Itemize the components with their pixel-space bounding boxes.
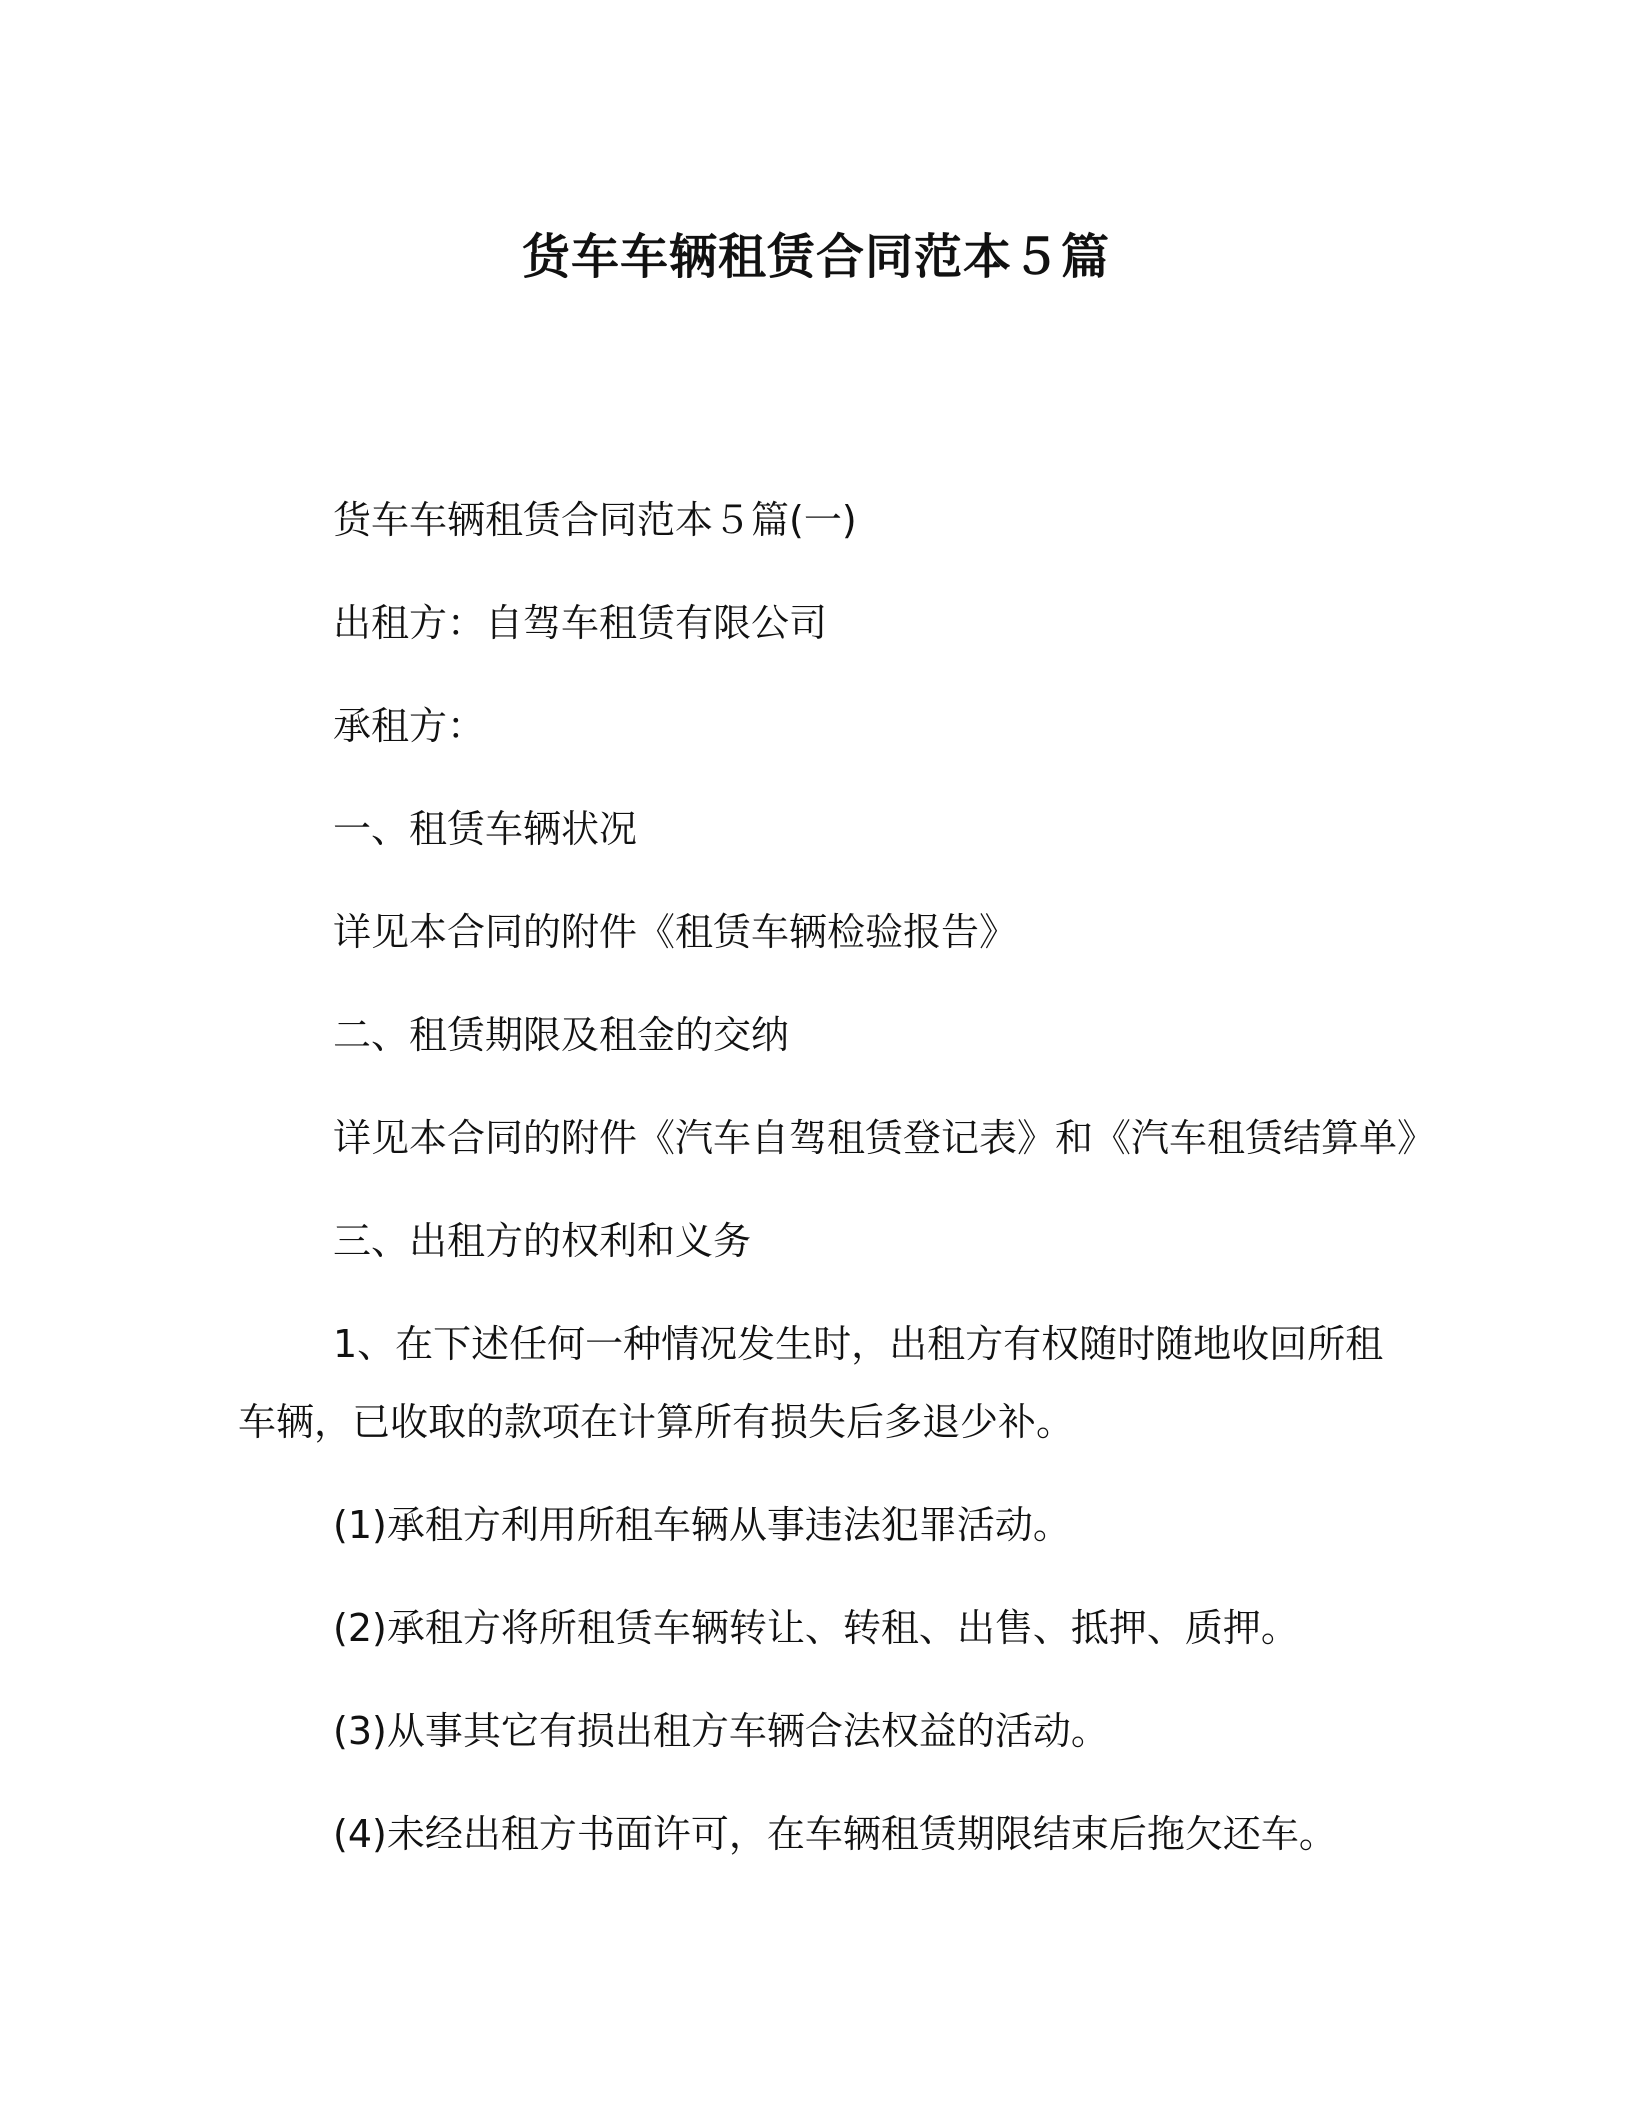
list-item-2: (2)承租方将所租赁车辆转让、转租、出售、抵押、质押。 xyxy=(333,1606,1299,1650)
list-item-1: (1)承租方利用所租车辆从事违法犯罪活动。 xyxy=(333,1503,1071,1547)
list-item-4: (4)未经出租方书面许可，在车辆租赁期限结束后拖欠还车。 xyxy=(333,1812,1337,1856)
clause-text-2: 详见本合同的附件《汽车自驾租赁登记表》和《汽车租赁结算单》 xyxy=(333,1116,1436,1160)
clause-heading-1: 一、租赁车辆状况 xyxy=(333,807,638,851)
paragraph-1-line-2: 车辆，已收取的款项在计算所有损失后多退少补。 xyxy=(238,1400,1075,1444)
document-title: 货车车辆租赁合同范本５篇 xyxy=(521,229,1110,285)
lessee-line: 承租方： xyxy=(333,704,486,748)
lessor-line: 出租方：自驾车租赁有限公司 xyxy=(333,601,828,645)
section-heading-part-one: 货车车辆租赁合同范本５篇(一) xyxy=(333,498,857,542)
list-item-3: (3)从事其它有损出租方车辆合法权益的活动。 xyxy=(333,1709,1109,1753)
clause-heading-2: 二、租赁期限及租金的交纳 xyxy=(333,1013,790,1057)
clause-text-1: 详见本合同的附件《租赁车辆检验报告》 xyxy=(333,910,1018,954)
clause-heading-3: 三、出租方的权利和义务 xyxy=(333,1219,752,1263)
paragraph-1-line-1: 1、在下述任何一种情况发生时，出租方有权随时随地收回所租 xyxy=(333,1322,1384,1366)
